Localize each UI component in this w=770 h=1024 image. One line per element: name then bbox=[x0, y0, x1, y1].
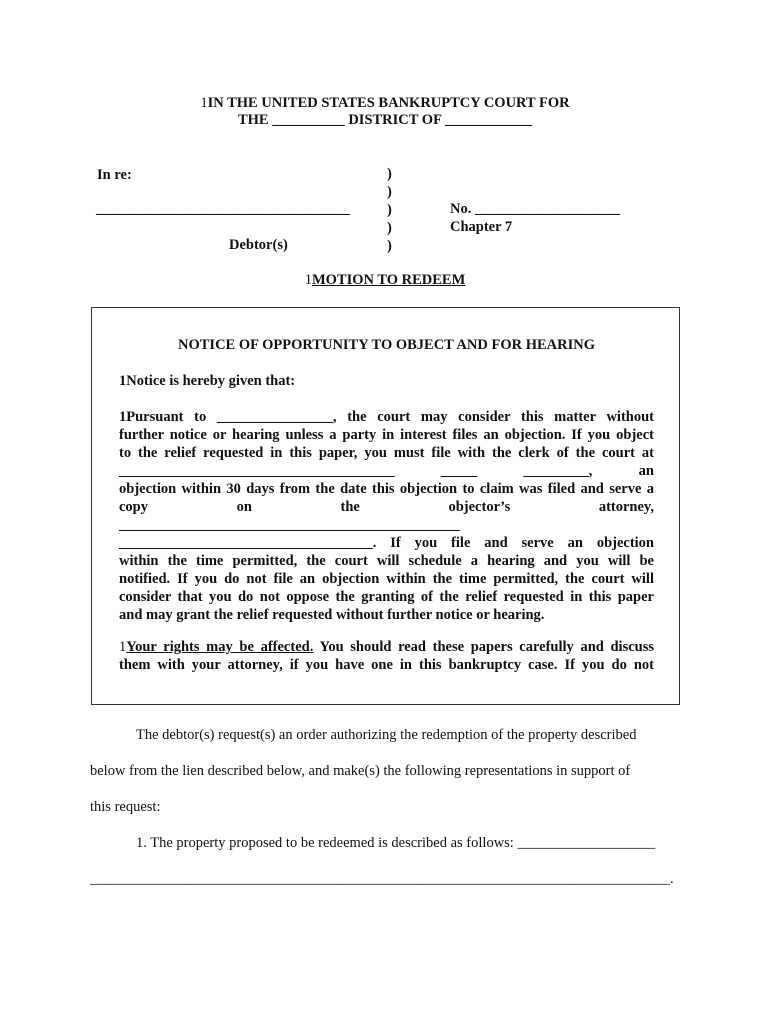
rights-number: 1 bbox=[119, 639, 127, 655]
court-heading-line2: THE __________ DISTRICT OF ____________ bbox=[237, 112, 533, 128]
notice-given: 1Notice is hereby given that: bbox=[119, 373, 296, 389]
motion-title bbox=[0, 272, 770, 289]
court-heading bbox=[0, 95, 770, 112]
notice-line: to the relief requested in this paper, you must file with the clerk of the court at bbox=[119, 445, 654, 461]
caption-paren: ) bbox=[387, 184, 392, 200]
chapter-label: Chapter 7 bbox=[450, 219, 513, 235]
court-heading-line1: IN THE UNITED STATES BANKRUPTCY COURT FOR bbox=[207, 95, 570, 111]
notice-line: objection within 30 days from the date this objection to claim was filed and serve a bbox=[119, 481, 654, 497]
rights-paragraph bbox=[119, 638, 654, 674]
rights-line1 bbox=[119, 638, 654, 656]
notice-line: and may grant the relief requested without further notice or hearing. bbox=[119, 607, 545, 623]
notice-line: notified. If you do not file an objection within the time permitted, the court will bbox=[119, 571, 654, 587]
notice-line: within the time permitted, the court will schedule a hearing and you will be bbox=[119, 553, 654, 569]
notice-line: _______________________________________________ bbox=[119, 517, 460, 533]
motion-title-text: MOTION TO REDEEM bbox=[311, 272, 466, 288]
caption-paren: ) bbox=[387, 166, 392, 182]
caption-paren: ) bbox=[387, 238, 392, 254]
notice-box bbox=[91, 307, 680, 705]
notice-line: consider that you do not oppose the granting of the relief requested in this paper bbox=[119, 589, 654, 605]
heading-number: 1 bbox=[200, 95, 208, 111]
notice-line: further notice or hearing unless a party in interest files an objection. If you object bbox=[119, 427, 654, 443]
caption-paren: ) bbox=[387, 220, 392, 236]
motion-number: 1 bbox=[304, 272, 312, 288]
rights-label: Your rights may be affected. bbox=[126, 639, 314, 655]
debtor-name-line: ___________________________________ bbox=[96, 201, 350, 217]
property-item-continuation: ________________________________________________________________________________. bbox=[90, 871, 674, 887]
notice-line: copy on the objector’s attorney, bbox=[119, 499, 654, 515]
caption-paren: ) bbox=[387, 202, 392, 218]
notice-heading: NOTICE OF OPPORTUNITY TO OBJECT AND FOR HEARING bbox=[178, 337, 595, 353]
in-re-label: In re: bbox=[97, 167, 132, 183]
debtor-label: Debtor(s) bbox=[229, 237, 288, 253]
case-number-field: No. ____________________ bbox=[450, 201, 620, 217]
notice-line: ______________________________________ _____ _________, an bbox=[119, 463, 654, 479]
property-item: 1. The property proposed to be redeemed is described as follows: ___________________ bbox=[136, 835, 656, 851]
notice-line: 1Pursuant to ________________, the court may consider this matter without bbox=[119, 409, 654, 425]
body-line: this request: bbox=[90, 799, 161, 815]
body-line: The debtor(s) request(s) an order authorizing the redemption of the property described bbox=[136, 727, 637, 743]
notice-paragraph bbox=[119, 408, 654, 624]
notice-line: ___________________________________. If you file and serve an objection bbox=[119, 535, 654, 551]
rights-text: You should read these papers carefully and discuss bbox=[313, 639, 655, 655]
body-line: below from the lien described below, and make(s) the following representations in support of bbox=[90, 763, 631, 779]
rights-line2: them with your attorney, if you have one in this bankruptcy case. If you do not bbox=[119, 657, 654, 673]
